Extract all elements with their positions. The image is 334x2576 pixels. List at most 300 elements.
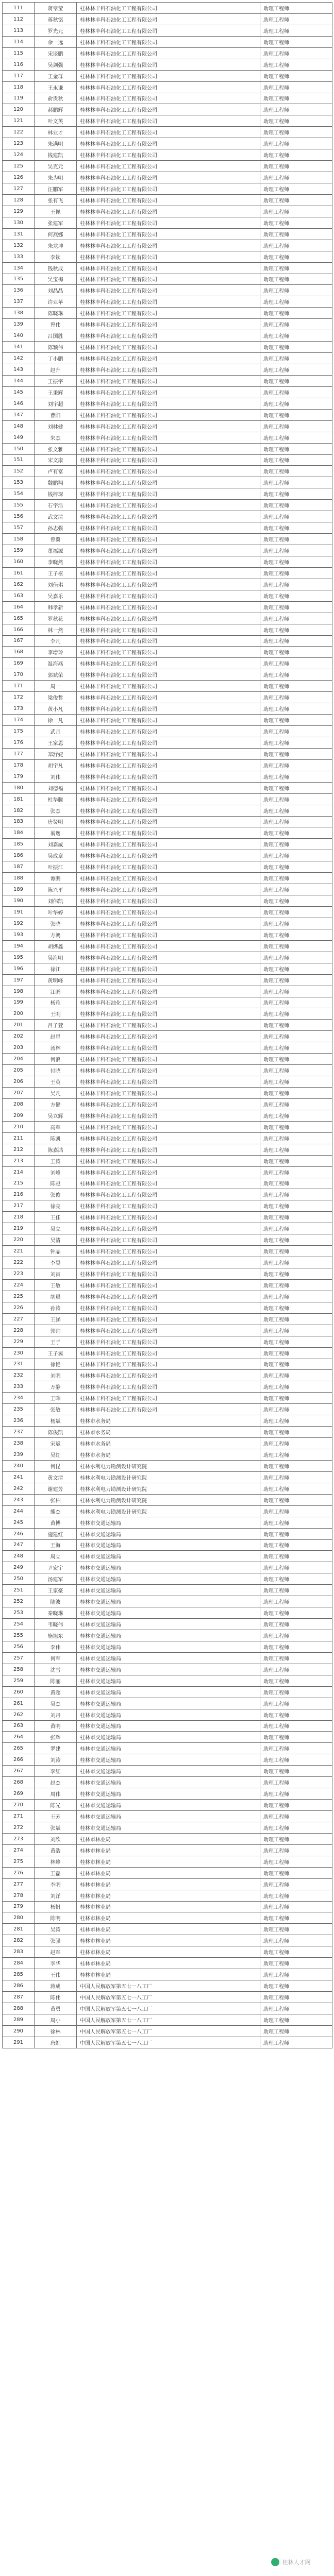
person-name-cell: 钱建凯 [35,149,77,161]
row-index-cell: 214 [3,1166,35,1178]
job-title-cell: 助理工程师 [260,477,332,488]
organization-cell: 桂林市交通运输局 [77,1822,260,1833]
row-index-cell: 215 [3,1178,35,1189]
table-row [3,488,332,500]
person-name-cell: 王涵 [35,1313,77,1325]
person-name-cell: 李晓然 [35,556,77,567]
job-title-cell: 助理工程师 [260,1370,332,1381]
job-title-cell: 助理工程师 [260,285,332,296]
organization-cell: 桂林市交通运输局 [77,1811,260,1822]
person-name-cell: 王子 [35,1336,77,1347]
job-title-cell: 助理工程师 [260,1856,332,1867]
organization-cell: 桂林林丰科石油化工工程有限公司 [77,511,260,522]
job-title-cell: 助理工程师 [260,1958,332,1969]
job-title-cell: 助理工程师 [260,25,332,36]
job-title-cell: 助理工程师 [260,1912,332,1924]
table-row [3,1766,332,1777]
row-index-cell: 281 [3,1924,35,1935]
table-row [3,1686,332,1698]
job-title-cell: 助理工程师 [260,36,332,47]
organization-cell: 桂林林丰科石油化工工程有限公司 [77,918,260,929]
person-name-cell: 陈颖伟 [35,342,77,353]
organization-cell: 桂林林丰科石油化工工程有限公司 [77,375,260,386]
organization-cell: 桂林林丰科石油化工工程有限公司 [77,613,260,624]
job-title-cell: 助理工程师 [260,534,332,545]
organization-cell: 桂林林丰科石油化工工程有限公司 [77,330,260,342]
table-row [3,206,332,217]
job-title-cell: 助理工程师 [260,1720,332,1732]
table-row [3,1471,332,1483]
organization-cell: 中国人民解放军第五七一八工厂 [77,1992,260,2003]
table-row [3,1844,332,1856]
organization-cell: 桂林林丰科石油化工工程有限公司 [77,658,260,669]
table-row [3,1912,332,1924]
row-index-cell: 217 [3,1200,35,1212]
row-index-cell: 205 [3,1065,35,1076]
row-index-cell: 178 [3,759,35,771]
row-index-cell: 132 [3,240,35,251]
organization-cell: 桂林林丰科石油化工工程有限公司 [77,296,260,308]
job-title-cell: 助理工程师 [260,1449,332,1461]
organization-cell: 桂林林丰科石油化工工程有限公司 [77,409,260,420]
organization-cell: 桂林林丰科石油化工工程有限公司 [77,308,260,319]
organization-cell: 桂林林丰科石油化工工程有限公司 [77,907,260,918]
person-name-cell: 熊杰 [35,1505,77,1517]
table-row [3,1743,332,1754]
person-name-cell: 黄博 [35,1517,77,1528]
person-name-cell: 徐江 [35,963,77,974]
organization-cell: 桂林林丰科石油化工工程有限公司 [77,737,260,748]
organization-cell: 桂林市林业局 [77,1912,260,1924]
row-index-cell: 166 [3,624,35,635]
job-title-cell: 助理工程师 [260,81,332,93]
watermark [255,2554,327,2570]
table-row [3,1732,332,1743]
row-index-cell: 118 [3,81,35,93]
row-index-cell: 234 [3,1393,35,1404]
organization-cell: 桂林市交通运输局 [77,1573,260,1585]
organization-cell: 桂林林丰科石油化工工程有限公司 [77,93,260,104]
person-name-cell: 叶振江 [35,861,77,873]
person-name-cell: 吕子萱 [35,1020,77,1031]
organization-cell: 桂林林丰科石油化工工程有限公司 [77,895,260,907]
job-title-cell: 助理工程师 [260,1494,332,1505]
person-name-cell: 郭斌荣 [35,669,77,681]
job-title-cell: 助理工程师 [260,47,332,59]
row-index-cell: 226 [3,1302,35,1313]
job-title-cell: 助理工程师 [260,454,332,466]
person-name-cell: 宋斌 [35,1438,77,1449]
job-title-cell: 助理工程师 [260,420,332,432]
organization-cell: 桂林林丰科石油化工工程有限公司 [77,1393,260,1404]
job-title-cell: 助理工程师 [260,1551,332,1562]
watermark-label: 桂林人才网 [282,2559,311,2566]
table-row [3,1641,332,1652]
organization-cell: 桂林市交通运输局 [77,1664,260,1675]
person-name-cell: 李增玲 [35,647,77,658]
row-index-cell: 145 [3,386,35,398]
organization-cell: 桂林林丰科石油化工工程有限公司 [77,115,260,127]
person-name-cell: 王晖 [35,1393,77,1404]
row-index-cell: 251 [3,1585,35,1596]
table-row [3,364,332,376]
job-title-cell: 助理工程师 [260,1121,332,1132]
organization-cell: 桂林林丰科石油化工工程有限公司 [77,500,260,511]
row-index-cell: 121 [3,115,35,127]
person-name-cell: 陈光 [35,1800,77,1811]
table-row [3,36,332,47]
organization-cell: 桂林林丰科石油化工工程有限公司 [77,1313,260,1325]
table-row [3,782,332,793]
organization-cell: 桂林林丰科石油化工工程有限公司 [77,1166,260,1178]
person-name-cell: 吕国胜 [35,330,77,342]
row-index-cell: 158 [3,534,35,545]
row-index-cell: 188 [3,873,35,884]
row-index-cell: 232 [3,1370,35,1381]
table-row [3,432,332,443]
row-index-cell: 208 [3,1098,35,1110]
organization-cell: 桂林林丰科石油化工工程有限公司 [77,1404,260,1415]
job-title-cell: 助理工程师 [260,364,332,376]
row-index-cell: 266 [3,1754,35,1766]
person-name-cell: 黄文清 [35,1471,77,1483]
job-title-cell: 助理工程师 [260,1822,332,1833]
table-row [3,466,332,477]
table-row [3,1777,332,1788]
organization-cell: 桂林市交通运输局 [77,1539,260,1551]
organization-cell: 桂林市林业局 [77,1958,260,1969]
table-row [3,1246,332,1257]
table-row [3,1822,332,1833]
job-title-cell: 助理工程师 [260,1641,332,1652]
row-index-cell: 114 [3,36,35,47]
person-name-cell: 王涛 [35,1155,77,1166]
table-row [3,1517,332,1528]
person-name-cell: 王振宇 [35,375,77,386]
person-name-cell: 罗建 [35,1743,77,1754]
organization-cell: 桂林林丰科石油化工工程有限公司 [77,986,260,997]
organization-cell: 桂林林丰科石油化工工程有限公司 [77,1020,260,1031]
job-title-cell: 助理工程师 [260,1336,332,1347]
person-name-cell: 刘伟凯 [35,895,77,907]
person-name-cell: 李红 [35,1766,77,1777]
organization-cell: 桂林林丰科石油化工工程有限公司 [77,1291,260,1302]
organization-cell: 桂林林丰科石油化工工程有限公司 [77,974,260,986]
table-row [3,47,332,59]
job-title-cell: 助理工程师 [260,1460,332,1471]
person-name-cell: 尹宏宇 [35,1562,77,1573]
row-index-cell: 223 [3,1268,35,1280]
job-title-cell: 助理工程师 [260,217,332,228]
row-index-cell: 272 [3,1822,35,1833]
table-row [3,556,332,567]
organization-cell: 桂林林丰科石油化工工程有限公司 [77,47,260,59]
organization-cell: 桂林市水务局 [77,1415,260,1427]
job-title-cell: 助理工程师 [260,1766,332,1777]
job-title-cell: 助理工程师 [260,1946,332,1958]
person-name-cell: 何燕娜 [35,228,77,240]
job-title-cell: 助理工程师 [260,839,332,850]
row-index-cell: 189 [3,884,35,895]
table-row [3,443,332,454]
job-title-cell: 助理工程师 [260,1935,332,1946]
organization-cell: 中国人民解放军第五七一八工厂 [77,2003,260,2014]
person-name-cell: 郝鹏辉 [35,104,77,115]
row-index-cell: 247 [3,1539,35,1551]
organization-cell: 桂林林丰科石油化工工程有限公司 [77,624,260,635]
row-index-cell: 199 [3,997,35,1008]
organization-cell: 桂林林丰科石油化工工程有限公司 [77,1065,260,1076]
person-name-cell: 丁小鹏 [35,353,77,364]
person-name-cell: 王佩 [35,206,77,217]
person-name-cell: 余一远 [35,36,77,47]
table-row [3,477,332,488]
table-row [3,963,332,974]
person-name-cell: 黄浩 [35,1844,77,1856]
table-row [3,873,332,884]
job-title-cell: 助理工程师 [260,522,332,534]
organization-cell: 桂林林丰科石油化工工程有限公司 [77,534,260,545]
row-index-cell: 156 [3,511,35,522]
row-index-cell: 258 [3,1664,35,1675]
organization-cell: 桂林市交通运输局 [77,1788,260,1800]
row-index-cell: 285 [3,1969,35,1980]
job-title-cell: 助理工程师 [260,342,332,353]
person-name-cell: 俞贵秋 [35,93,77,104]
person-name-cell: 黄超 [35,1686,77,1698]
table-row [3,895,332,907]
organization-cell: 桂林林丰科石油化工工程有限公司 [77,1302,260,1313]
job-title-cell: 助理工程师 [260,873,332,884]
person-name-cell: 李昊 [35,1257,77,1268]
person-name-cell: 吴立 [35,1223,77,1234]
job-title-cell: 助理工程师 [260,782,332,793]
person-name-cell: 曾翼 [35,534,77,545]
row-index-cell: 229 [3,1336,35,1347]
job-title-cell: 助理工程师 [260,567,332,579]
job-title-cell: 助理工程师 [260,986,332,997]
table-row [3,1313,332,1325]
row-index-cell: 162 [3,579,35,590]
person-name-cell: 罗秋花 [35,613,77,624]
organization-cell: 桂林市水务局 [77,1438,260,1449]
table-row [3,454,332,466]
job-title-cell: 助理工程师 [260,308,332,319]
job-title-cell: 助理工程师 [260,1969,332,1980]
row-index-cell: 277 [3,1878,35,1890]
row-index-cell: 240 [3,1460,35,1471]
table-row [3,228,332,240]
organization-cell: 桂林市交通运输局 [77,1641,260,1652]
row-index-cell: 161 [3,567,35,579]
table-row [3,534,332,545]
row-index-cell: 290 [3,2025,35,2037]
table-row [3,1878,332,1890]
organization-cell: 桂林林丰科石油化工工程有限公司 [77,759,260,771]
organization-cell: 桂林市交通运输局 [77,1743,260,1754]
organization-cell: 桂林市交通运输局 [77,1675,260,1686]
person-name-cell: 方鸿 [35,929,77,940]
person-name-cell: 蒋秋铭 [35,13,77,25]
job-title-cell: 助理工程师 [260,262,332,274]
wechat-logo-icon [271,2558,279,2566]
job-title-cell: 助理工程师 [260,500,332,511]
row-index-cell: 137 [3,296,35,308]
table-row [3,1709,332,1720]
row-index-cell: 198 [3,986,35,997]
row-index-cell: 222 [3,1257,35,1268]
job-title-cell: 助理工程师 [260,2025,332,2037]
organization-cell: 桂林林丰科石油化工工程有限公司 [77,1347,260,1359]
table-row [3,1393,332,1404]
organization-cell: 桂林林丰科石油化工工程有限公司 [77,635,260,647]
job-title-cell: 助理工程师 [260,1483,332,1494]
organization-cell: 桂林林丰科石油化工工程有限公司 [77,183,260,195]
table-row [3,500,332,511]
organization-cell: 桂林林丰科石油化工工程有限公司 [77,127,260,138]
person-name-cell: 吴凡 [35,1088,77,1099]
job-title-cell: 助理工程师 [260,1539,332,1551]
person-name-cell: 李明 [35,1878,77,1890]
person-name-cell: 黄小凡 [35,703,77,715]
table-row [3,1031,332,1042]
person-name-cell: 徐一凡 [35,715,77,726]
table-row [3,1969,332,1980]
person-name-cell: 陈嘉鸿 [35,1144,77,1155]
organization-cell: 桂林林丰科石油化工工程有限公司 [77,319,260,330]
person-name-cell: 郭帅 [35,1325,77,1336]
row-index-cell: 275 [3,1856,35,1867]
job-title-cell: 助理工程师 [260,240,332,251]
table-row [3,1065,332,1076]
row-index-cell: 173 [3,703,35,715]
table-row [3,93,332,104]
organization-cell: 桂林林丰科石油化工工程有限公司 [77,25,260,36]
table-row [3,59,332,70]
row-index-cell: 202 [3,1031,35,1042]
table-row [3,613,332,624]
person-name-cell: 杜华腾 [35,793,77,805]
row-index-cell: 169 [3,658,35,669]
person-name-cell: 董福源 [35,545,77,556]
row-index-cell: 201 [3,1020,35,1031]
person-name-cell: 朱为明 [35,172,77,183]
table-row [3,601,332,613]
job-title-cell: 助理工程师 [260,274,332,285]
job-title-cell: 助理工程师 [260,228,332,240]
organization-cell: 桂林市交通运输局 [77,1517,260,1528]
organization-cell: 桂林市交通运输局 [77,1607,260,1619]
person-name-cell: 王海 [35,1539,77,1551]
table-row [3,997,332,1008]
job-title-cell: 助理工程师 [260,386,332,398]
table-row [3,296,332,308]
organization-cell: 桂林林丰科石油化工工程有限公司 [77,579,260,590]
table-row [3,1404,332,1415]
table-row [3,1720,332,1732]
person-name-cell: 赵军 [35,1946,77,1958]
job-title-cell: 助理工程师 [260,1178,332,1189]
job-title-cell: 助理工程师 [260,1652,332,1664]
job-title-cell: 助理工程师 [260,206,332,217]
job-title-cell: 助理工程师 [260,13,332,25]
person-name-cell: 蒋成 [35,1980,77,1992]
row-index-cell: 197 [3,974,35,986]
row-index-cell: 276 [3,1867,35,1878]
job-title-cell: 助理工程师 [260,1878,332,1890]
job-title-cell: 助理工程师 [260,1223,332,1234]
table-row [3,1166,332,1178]
organization-cell: 桂林林丰科石油化工工程有限公司 [77,454,260,466]
table-row [3,579,332,590]
organization-cell: 桂林林丰科石油化工工程有限公司 [77,251,260,262]
person-name-cell: 杨帆 [35,1901,77,1912]
person-name-cell: 谢建芳 [35,1483,77,1494]
row-index-cell: 261 [3,1698,35,1709]
person-name-cell: 武月 [35,726,77,737]
table-row [3,590,332,601]
person-name-cell: 何昆 [35,1460,77,1471]
job-title-cell: 助理工程师 [260,161,332,172]
row-index-cell: 163 [3,590,35,601]
job-title-cell: 助理工程师 [260,1415,332,1427]
table-row [3,974,332,986]
job-title-cell: 助理工程师 [260,1562,332,1573]
organization-cell: 中国人民解放军第五七一八工厂 [77,1980,260,1992]
organization-cell: 桂林林丰科石油化工工程有限公司 [77,342,260,353]
job-title-cell: 助理工程师 [260,353,332,364]
person-name-cell: 付晓 [35,1065,77,1076]
organization-cell: 桂林市交通运输局 [77,1754,260,1766]
table-row [3,681,332,692]
job-title-cell: 助理工程师 [260,737,332,748]
table-row [3,647,332,658]
table-row [3,1539,332,1551]
job-title-cell: 助理工程师 [260,1686,332,1698]
person-name-cell: 翁逸 [35,827,77,839]
organization-cell: 桂林林丰科石油化工工程有限公司 [77,1008,260,1020]
person-name-cell: 王磊 [35,1867,77,1878]
organization-cell: 桂林林丰科石油化工工程有限公司 [77,1268,260,1280]
person-name-cell: 钟晶 [35,1246,77,1257]
job-title-cell: 助理工程师 [260,115,332,127]
table-row [3,1347,332,1359]
person-name-cell: 何浪 [35,1054,77,1065]
table-row [3,737,332,748]
row-index-cell: 183 [3,816,35,827]
row-index-cell: 119 [3,93,35,104]
row-index-cell: 241 [3,1471,35,1483]
job-title-cell: 助理工程师 [260,172,332,183]
organization-cell: 桂林市交通运输局 [77,1720,260,1732]
person-name-cell: 钱梓琛 [35,488,77,500]
table-row [3,104,332,115]
table-row [3,1155,332,1166]
row-index-cell: 185 [3,839,35,850]
person-name-cell: 刘佳琪 [35,579,77,590]
job-title-cell: 助理工程师 [260,816,332,827]
row-index-cell: 164 [3,601,35,613]
row-index-cell: 209 [3,1110,35,1121]
person-name-cell: 吴嘉乐 [35,590,77,601]
table-row [3,1924,332,1935]
person-name-cell: 刘林健 [35,420,77,432]
organization-cell: 桂林市交通运输局 [77,1698,260,1709]
organization-cell: 桂林林丰科石油化工工程有限公司 [77,873,260,884]
row-index-cell: 196 [3,963,35,974]
job-title-cell: 助理工程师 [260,375,332,386]
table-row [3,1585,332,1596]
